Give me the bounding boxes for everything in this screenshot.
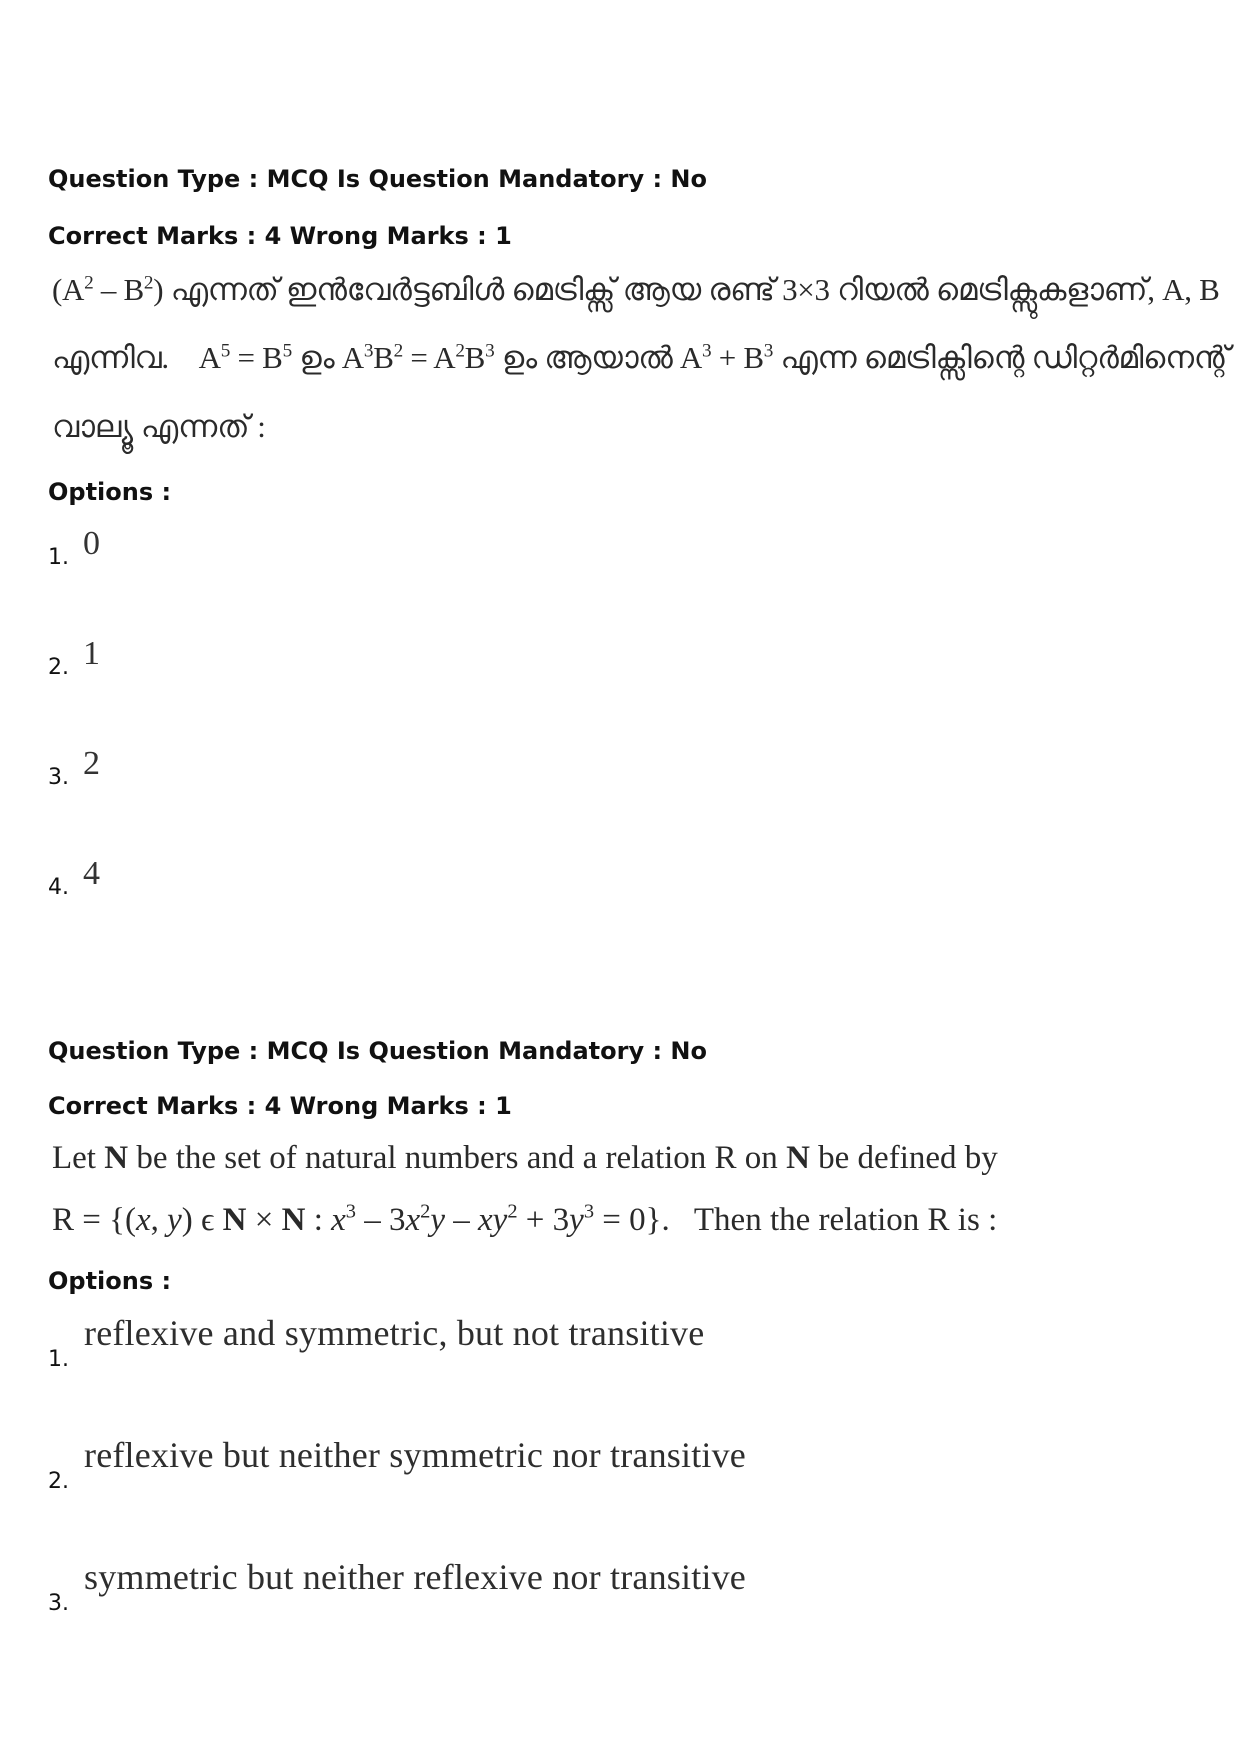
question-text-line: $(A^2 - B^2)$ എന്നത് ഇൻവേർട്ടബിൾ മെട്രിക്സ് ആയ രണ്ട് 3×3 റിയൽ മെട്രിക്സുകളാണ്, A, B bbox=[52, 272, 1220, 307]
option-number: 3. bbox=[48, 765, 69, 790]
option-number: 2. bbox=[48, 655, 69, 680]
option-number: 1. bbox=[48, 1347, 69, 1372]
option-value: 0 bbox=[83, 525, 100, 562]
option-number: 2. bbox=[48, 1469, 69, 1494]
option-value: 2 bbox=[83, 745, 100, 782]
question-text-line: വാല്യൂ എന്നത് : bbox=[52, 409, 266, 444]
question-text-line: R = {(x, y) ϵ N × N : $x^3 - 3x^2y - xy^2 + 3y^3 = 0$}. Then the relation R is : bbox=[52, 1200, 998, 1238]
question-text-line: എന്നിവ. $A^5 = B^5$ ഉം $A^3B^2 = A^2B^3$ ഉം ആയാൽ $A^3 + B^3$ എന്ന മെട്രിക്സിന്റെ ഡിറ്റർമിനെന്റ് bbox=[52, 340, 1230, 375]
question-text-line: Let N be the set of natural numbers and a relation R on N be defined by bbox=[52, 1140, 998, 1176]
option-value: 1 bbox=[83, 635, 100, 672]
marks-line: Correct Marks : 4 Wrong Marks : 1 bbox=[48, 222, 512, 250]
option-value: reflexive but neither symmetric nor transitive bbox=[84, 1435, 746, 1475]
option-value: symmetric but neither reflexive nor transitive bbox=[84, 1557, 746, 1597]
options-label: Options : bbox=[48, 478, 172, 506]
option-value: reflexive and symmetric, but not transitive bbox=[84, 1313, 705, 1353]
question-type-line: Question Type : MCQ Is Question Mandatory : No bbox=[48, 165, 707, 193]
marks-line: Correct Marks : 4 Wrong Marks : 1 bbox=[48, 1092, 512, 1120]
option-number: 4. bbox=[48, 875, 69, 900]
option-number: 3. bbox=[48, 1591, 69, 1616]
options-label: Options : bbox=[48, 1267, 172, 1295]
option-number: 1. bbox=[48, 545, 69, 570]
option-value: 4 bbox=[83, 855, 100, 892]
question-type-line: Question Type : MCQ Is Question Mandatory : No bbox=[48, 1037, 707, 1065]
